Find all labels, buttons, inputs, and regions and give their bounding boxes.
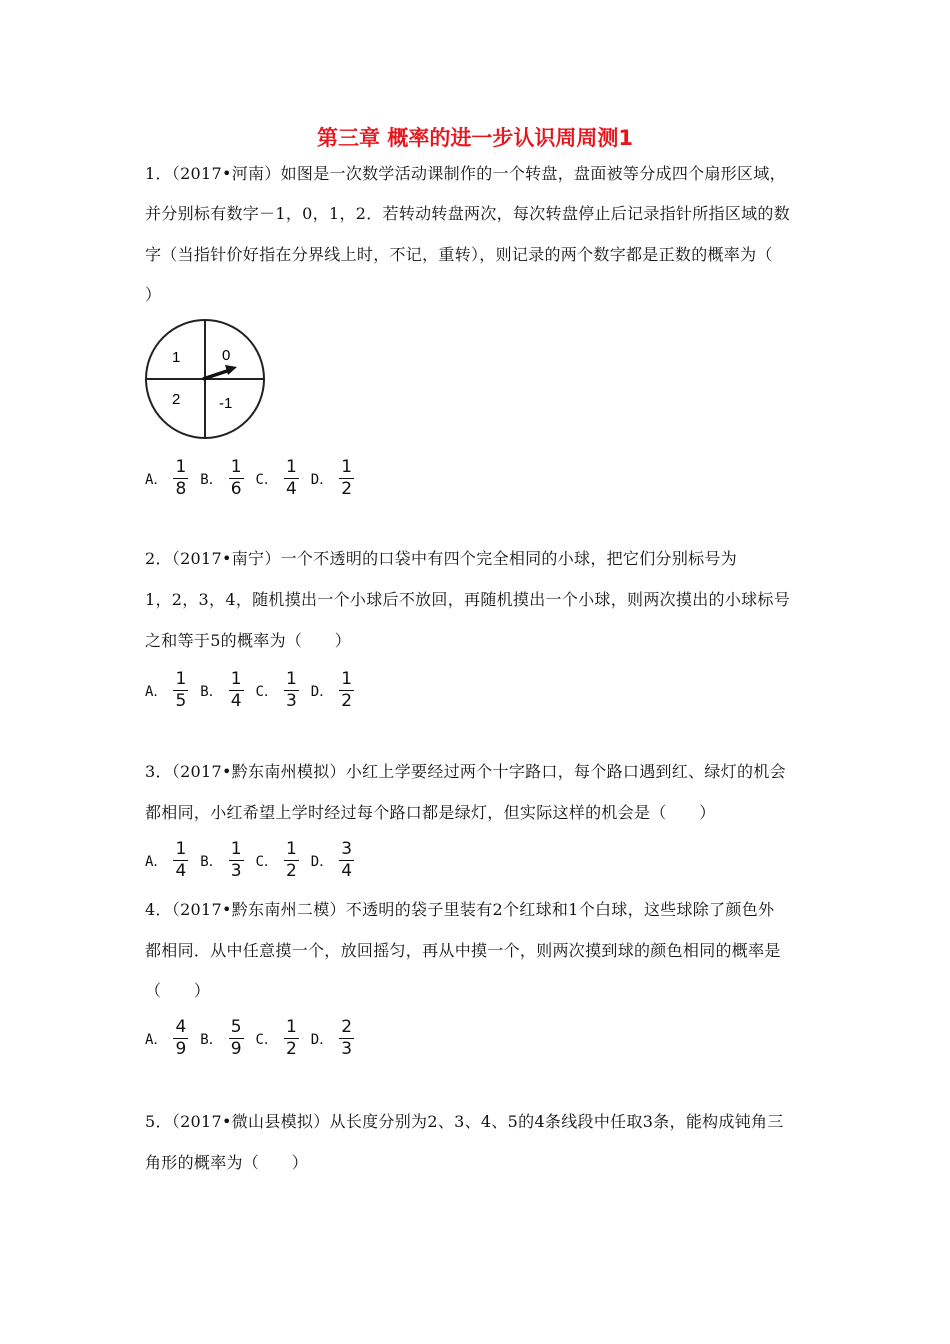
question-text-line: 之和等于5的概率为（ ） xyxy=(145,631,352,650)
option-a[interactable]: A． $\frac{1}{8}$ xyxy=(145,457,187,499)
option-c[interactable]: C． $\frac{1}{3}$ xyxy=(255,669,297,711)
question-text-line: 并分别标有数字－1，0，1，2．若转动转盘两次，每次转盘停止后记录指针所指区域的数 xyxy=(145,204,791,223)
answer-options xyxy=(145,840,366,881)
spinner-label: -1 xyxy=(219,395,233,412)
answer-options xyxy=(145,1018,366,1059)
question-text-line: 3．（2017•黔东南州模拟）小红上学要经过两个十字路口，每个路口遇到红、绿灯的机会 xyxy=(145,762,786,781)
question-text-line: 5．（2017•微山县模拟）从长度分别为2、3、4、5的4条线段中任取3条，能构成钝角三 xyxy=(145,1112,784,1131)
option-b[interactable]: B． $\frac{1}{6}$ xyxy=(200,457,242,499)
option-b[interactable]: B． $\frac{1}{4}$ xyxy=(200,669,242,711)
answer-options xyxy=(145,670,366,711)
spinner-label: 1 xyxy=(172,349,181,366)
option-c[interactable]: C． $\frac{1}{4}$ xyxy=(255,457,297,499)
question-text-line: （ ） xyxy=(145,981,211,1000)
option-b[interactable]: B． $\frac{5}{9}$ xyxy=(200,1017,242,1059)
option-d[interactable]: D． $\frac{3}{4}$ xyxy=(310,839,353,881)
question-text-line: 2．（2017•南宁）一个不透明的口袋中有四个完全相同的小球，把它们分别标号为 xyxy=(145,549,738,568)
question-text-line: 字（当指针价好指在分界线上时，不记，重转），则记录的两个数字都是正数的概率为（ xyxy=(145,245,773,264)
option-a[interactable]: A． $\frac{1}{4}$ xyxy=(145,839,187,881)
question-text-line: 1．（2017•河南）如图是一次数学活动课制作的一个转盘，盘面被等分成四个扇形区域， xyxy=(145,164,786,183)
question-text-line: ） xyxy=(145,285,162,304)
page-title: 第三章 概率的进一步认识周周测1 xyxy=(317,126,633,150)
option-b[interactable]: B． $\frac{1}{3}$ xyxy=(200,839,242,881)
option-a[interactable]: A． $\frac{1}{5}$ xyxy=(145,669,187,711)
option-c[interactable]: C． $\frac{1}{2}$ xyxy=(255,1017,297,1059)
option-d[interactable]: D． $\frac{1}{2}$ xyxy=(310,457,353,499)
option-d[interactable]: D． $\frac{1}{2}$ xyxy=(310,669,353,711)
answer-options xyxy=(145,458,366,499)
question-text-line: 都相同．从中任意摸一个，放回摇匀，再从中摸一个，则两次摸到球的颜色相同的概率是 xyxy=(145,941,781,960)
spinner-label: 2 xyxy=(172,391,181,408)
option-c[interactable]: C． $\frac{1}{2}$ xyxy=(255,839,297,881)
question-text-line: 都相同，小红希望上学时经过每个路口都是绿灯，但实际这样的机会是（ ） xyxy=(145,803,716,822)
option-a[interactable]: A． $\frac{4}{9}$ xyxy=(145,1017,187,1059)
question-text-line: 1，2，3，4，随机摸出一个小球后不放回，再随机摸出一个小球，则两次摸出的小球标号 xyxy=(145,590,791,609)
question-text-line: 角形的概率为（ ） xyxy=(145,1153,309,1172)
spinner-label: 0 xyxy=(222,347,231,364)
spinner-figure xyxy=(144,318,268,442)
option-d[interactable]: D． $\frac{2}{3}$ xyxy=(310,1017,353,1059)
question-text-line: 4．（2017•黔东南州二模）不透明的袋子里装有2个红球和1个白球，这些球除了颜色外 xyxy=(145,900,775,919)
